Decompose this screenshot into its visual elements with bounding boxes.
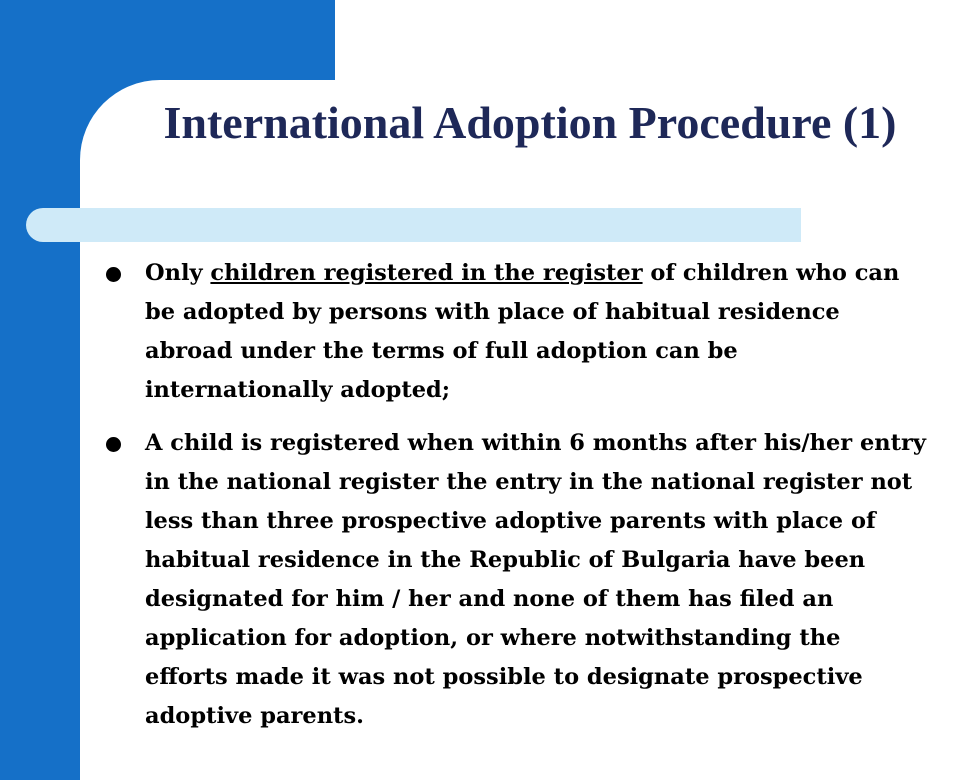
bullet-text-start: Only — [145, 260, 211, 286]
bullet-item — [145, 424, 930, 736]
bullet-item — [145, 254, 930, 410]
bullet-dot-icon — [106, 437, 121, 452]
top-right-white-area — [335, 0, 960, 90]
bullet-underlined-text: children registered in the register — [210, 260, 643, 286]
bullet-text: A child is registered when within 6 months after his/her entry in the national register the entry in the national register not less than three prospective adoptive parents with place of habitual residence in the Republic of Bulgaria have been designated for him / her and none of them has filed an application for adoption, or where notwithstanding the efforts made it was not possible to designate prospective adoptive parents. — [145, 430, 926, 729]
title-accent-bar — [26, 208, 801, 242]
bullet-list — [145, 254, 930, 750]
bullet-dot-icon — [106, 267, 121, 282]
slide-title: International Adoption Procedure (1) — [163, 97, 897, 148]
bullet-text-end: of children who can be adopted by persons with place of habitual residence abroad under the terms of full adoption can be internationally adopted; — [145, 260, 900, 403]
